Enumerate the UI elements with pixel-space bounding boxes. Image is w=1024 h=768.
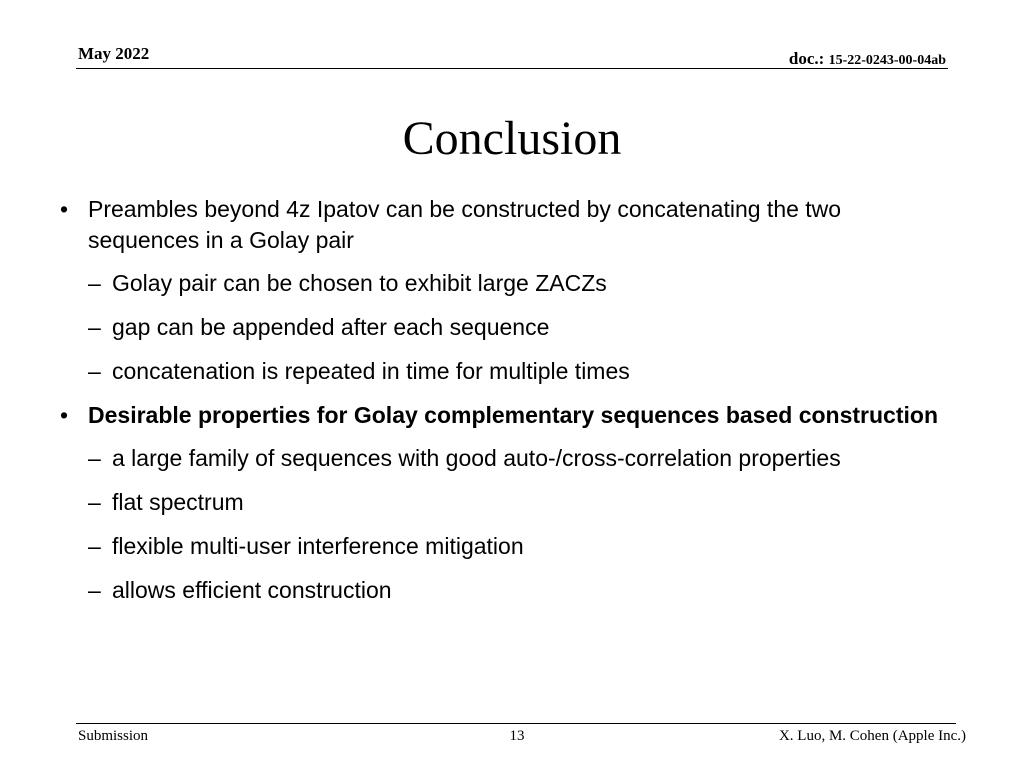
dash-mark: –	[88, 358, 101, 384]
sub-bullet-text: concatenation is repeated in time for multiple times	[112, 358, 630, 384]
page-number: 13	[509, 728, 525, 744]
sub-bullet-text: a large family of sequences with good auto-/cross-correlation properties	[112, 445, 841, 471]
sub-bullet-text: flexible multi-user interference mitigation	[112, 533, 524, 559]
doc-number: 15-22-0243-00-04ab	[828, 53, 946, 68]
slide-body	[58, 194, 958, 619]
dash-mark: –	[88, 533, 101, 559]
doc-label: doc.:	[788, 49, 829, 68]
sub-bullet-text: allows efficient construction	[112, 577, 392, 603]
dash-mark: –	[88, 489, 101, 515]
sub-bullet-item	[58, 531, 958, 562]
header-divider	[76, 68, 948, 69]
sub-bullet-item	[58, 443, 958, 474]
bullet-text: Preambles beyond 4z Ipatov can be constructed by concatenating the two sequences in a Golay pair	[88, 196, 842, 253]
sub-bullet-item	[58, 312, 958, 343]
footer-submission: Submission	[78, 728, 149, 744]
footer-divider	[76, 723, 956, 724]
bullet-item	[58, 194, 958, 256]
footer-authors: X. Luo, M. Cohen (Apple Inc.)	[778, 728, 966, 744]
sub-bullet-text: Golay pair can be chosen to exhibit large ZACZs	[112, 270, 607, 296]
sub-bullet-text: gap can be appended after each sequence	[112, 314, 550, 340]
sub-bullet-text: flat spectrum	[112, 489, 244, 515]
dash-mark: –	[88, 270, 101, 296]
sub-bullet-item	[58, 356, 958, 387]
bullet-mark: •	[60, 402, 69, 428]
slide-title: Conclusion	[402, 112, 622, 165]
dash-mark: –	[88, 314, 101, 340]
bullet-mark: •	[60, 196, 69, 222]
sub-bullet-item	[58, 268, 958, 299]
dash-mark: –	[88, 445, 101, 471]
header-date: May 2022	[78, 44, 150, 63]
bullet-text: Desirable properties for Golay complementary sequences based construction	[88, 402, 938, 428]
header-doc-id	[789, 49, 946, 69]
sub-bullet-item	[58, 487, 958, 518]
bullet-item	[58, 400, 958, 431]
sub-bullet-item	[58, 575, 958, 606]
dash-mark: –	[88, 577, 101, 603]
